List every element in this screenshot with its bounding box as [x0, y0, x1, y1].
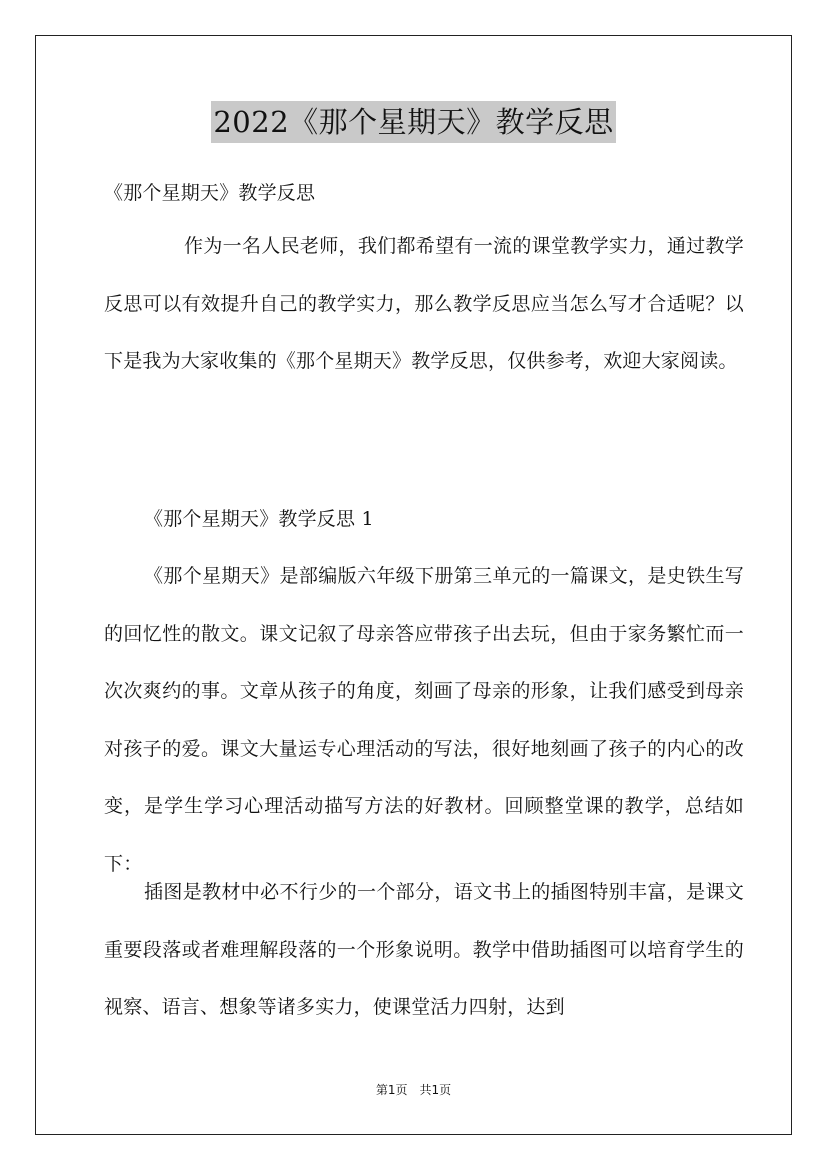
document-title-text: 2022《那个星期天》教学反思	[211, 101, 615, 143]
document-title	[0, 101, 827, 143]
page-number-label: 第1页 共1页	[375, 1083, 452, 1097]
document-subtitle: 《那个星期天》教学反思	[104, 182, 316, 204]
body-paragraph: 《那个星期天》是部编版六年级下册第三单元的一篇课文，是史铁生写的回忆性的散文。课文记叙了母亲答应带孩子出去玩，但由于家务繁忙而一次次爽约的事。文章从孩子的角度，刻画了母亲的形象，让我们感受到母亲对孩子的爱。课文大量运专心理活动的写法，很好地刻画了孩子的内心的改变，是学生学习心理活动描写方法的好教材。回顾整堂课的教学，总结如下：	[104, 565, 744, 875]
intro-paragraph: 作为一名人民老师，我们都希望有一流的课堂教学实力，通过教学反思可以有效提升自己的教学实力，那么教学反思应当怎么写才合适呢？以下是我为大家收集的《那个星期天》教学反思，仅供参考，欢迎大家阅读。	[104, 235, 744, 373]
page-number-footer	[0, 1081, 827, 1098]
body-paragraph: 插图是教材中必不行少的一个部分，语文书上的插图特别丰富，是课文重要段落或者难理解段落的一个形象说明。教学中借助插图可以培育学生的视察、语言、想象等诸多实力，使课堂活力四射，达到	[104, 881, 744, 1019]
section-heading: 《那个星期天》教学反思 1	[144, 508, 374, 530]
